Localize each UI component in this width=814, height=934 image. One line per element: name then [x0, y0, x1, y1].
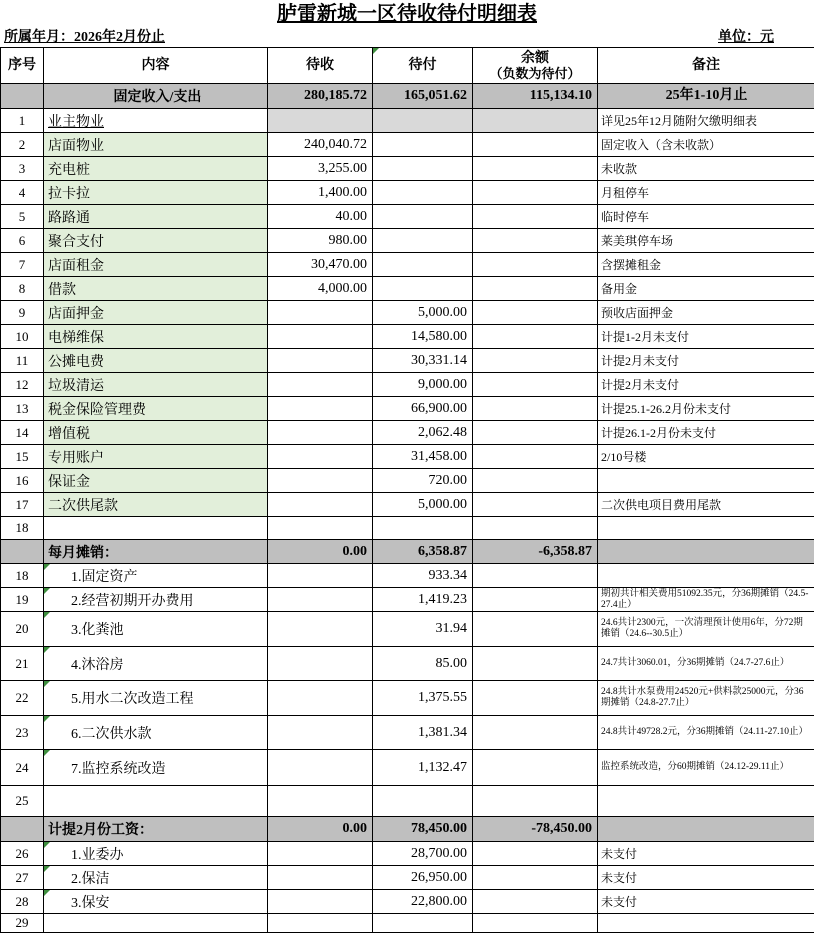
cell-payable[interactable]: 31,458.00 [373, 445, 473, 469]
cell-receivable[interactable] [268, 647, 373, 681]
detail-table [0, 47, 814, 933]
cell-error-indicator-icon [44, 612, 50, 618]
cell-note[interactable] [598, 517, 814, 540]
cell-receivable[interactable] [268, 786, 373, 817]
cell-balance[interactable] [473, 373, 598, 397]
table-row [1, 157, 814, 181]
cell-note[interactable]: 临时停车 [598, 205, 814, 229]
table-row [1, 445, 814, 469]
page-title [0, 0, 814, 28]
cell-balance[interactable] [473, 914, 598, 933]
cell-note[interactable]: 计提26.1-2月份未支付 [598, 421, 814, 445]
section-row [1, 540, 814, 564]
cell-payable[interactable] [373, 133, 473, 157]
cell-payable[interactable] [373, 229, 473, 253]
table-row [1, 866, 814, 890]
cell-content[interactable]: 店面物业 [44, 133, 268, 157]
cell-note[interactable]: 24.8共计49728.2元，分36期摊销（24.11-27.10止） [598, 716, 814, 750]
cell-note[interactable]: 未支付 [598, 842, 814, 866]
cell-payable[interactable]: 1,381.34 [373, 716, 473, 750]
cell-no[interactable]: 13 [1, 397, 44, 421]
cell-content[interactable]: 专用账户 [44, 445, 268, 469]
cell-note[interactable]: 月租停车 [598, 181, 814, 205]
cell-no[interactable]: 21 [1, 647, 44, 681]
cell-balance[interactable] [473, 716, 598, 750]
cell-no[interactable]: 28 [1, 890, 44, 914]
cell-note[interactable]: 未支付 [598, 866, 814, 890]
cell-content[interactable]: 路路通 [44, 205, 268, 229]
cell-content[interactable]: 充电桩 [44, 157, 268, 181]
page-title-text: 胪雷新城一区待收待付明细表 [277, 3, 537, 25]
cell-receivable[interactable]: 3,255.00 [268, 157, 373, 181]
cell-note[interactable] [598, 914, 814, 933]
cell-balance[interactable] [473, 253, 598, 277]
cell-receivable[interactable] [268, 681, 373, 716]
cell-balance[interactable] [473, 133, 598, 157]
section-row [1, 817, 814, 842]
cell-no[interactable]: 2 [1, 133, 44, 157]
cell-balance[interactable] [473, 681, 598, 716]
cell-note[interactable]: 预收店面押金 [598, 301, 814, 325]
info-row [0, 28, 814, 47]
table-row [1, 229, 814, 253]
cell-error-indicator-icon [44, 588, 50, 594]
cell-note[interactable]: 莱美琪停车场 [598, 229, 814, 253]
cell-no[interactable]: 16 [1, 469, 44, 493]
cell-balance[interactable] [473, 612, 598, 647]
cell-no[interactable]: 14 [1, 421, 44, 445]
cell-balance[interactable] [473, 397, 598, 421]
cell-payable[interactable] [373, 157, 473, 181]
cell-payable[interactable]: 933.34 [373, 564, 473, 588]
cell-error-indicator-icon [44, 750, 50, 756]
cell-balance[interactable] [473, 301, 598, 325]
col-header-note[interactable]: 备注 [598, 48, 814, 84]
cell-note[interactable]: 未支付 [598, 890, 814, 914]
cell-balance[interactable] [473, 181, 598, 205]
cell-error-indicator-icon [44, 647, 50, 653]
table-row [1, 349, 814, 373]
cell-note[interactable]: 含摆摊租金 [598, 253, 814, 277]
col-header-payable-label: 待付 [408, 57, 437, 73]
table-row [1, 750, 814, 786]
cell-note[interactable]: 24.8共计水泵费用24520元+供料款25000元，分36期摊销（24.8-27.7止） [598, 681, 814, 716]
cell-receivable[interactable]: 0.00 [268, 540, 373, 564]
cell-error-indicator-icon [44, 842, 50, 848]
cell-no[interactable]: 23 [1, 716, 44, 750]
cell-balance[interactable] [473, 325, 598, 349]
cell-receivable[interactable]: 30,470.00 [268, 253, 373, 277]
table-row [1, 373, 814, 397]
cell-balance[interactable] [473, 277, 598, 301]
cell-receivable[interactable] [268, 890, 373, 914]
cell-note[interactable]: 计提2月未支付 [598, 349, 814, 373]
cell-receivable[interactable] [268, 301, 373, 325]
cell-note[interactable] [598, 540, 814, 564]
col-header-balance-sublabel: （负数为待付） [489, 65, 581, 81]
cell-receivable[interactable] [268, 914, 373, 933]
cell-note[interactable]: 计提1-2月未支付 [598, 325, 814, 349]
cell-payable[interactable]: 165,051.62 [373, 84, 473, 109]
table-row [1, 397, 814, 421]
cell-no[interactable]: 10 [1, 325, 44, 349]
cell-note[interactable] [598, 469, 814, 493]
cell-no[interactable]: 27 [1, 866, 44, 890]
table-row [1, 890, 814, 914]
cell-error-indicator-icon [44, 681, 50, 687]
table-row [1, 716, 814, 750]
table-row [1, 517, 814, 540]
cell-no[interactable]: 15 [1, 445, 44, 469]
cell-payable[interactable]: 31.94 [373, 612, 473, 647]
cell-content[interactable]: 二次供尾款 [44, 493, 268, 517]
cell-balance[interactable] [473, 750, 598, 786]
table-row [1, 253, 814, 277]
cell-content[interactable]: 垃圾清运 [44, 373, 268, 397]
table-body [1, 84, 814, 933]
cell-note[interactable]: 未收款 [598, 157, 814, 181]
cell-receivable[interactable]: 0.00 [268, 817, 373, 842]
cell-content[interactable] [44, 914, 268, 933]
cell-no[interactable]: 9 [1, 301, 44, 325]
cell-no[interactable]: 20 [1, 612, 44, 647]
cell-error-indicator-icon [44, 564, 50, 570]
cell-content[interactable]: 聚合支付 [44, 229, 268, 253]
cell-content[interactable]: 店面租金 [44, 253, 268, 277]
cell-no[interactable]: 17 [1, 493, 44, 517]
cell-receivable[interactable] [268, 716, 373, 750]
cell-content[interactable] [44, 517, 268, 540]
cell-payable[interactable]: 1,132.47 [373, 750, 473, 786]
cell-content[interactable]: 1.固定资产 [44, 564, 268, 588]
cell-no[interactable]: 1 [1, 109, 44, 133]
cell-receivable[interactable] [268, 421, 373, 445]
cell-no[interactable]: 29 [1, 914, 44, 933]
col-header-balance[interactable] [473, 48, 598, 84]
cell-balance[interactable]: -78,450.00 [473, 817, 598, 842]
cell-payable[interactable]: 28,700.00 [373, 842, 473, 866]
cell-receivable[interactable]: 4,000.00 [268, 277, 373, 301]
col-header-payable[interactable] [373, 48, 473, 84]
table-row [1, 133, 814, 157]
cell-content[interactable]: 业主物业 [44, 109, 268, 133]
cell-balance[interactable] [473, 647, 598, 681]
col-header-no[interactable]: 序号 [1, 48, 44, 84]
cell-content[interactable]: 电梯维保 [44, 325, 268, 349]
cell-balance[interactable] [473, 109, 598, 133]
cell-no[interactable]: 6 [1, 229, 44, 253]
table-row [1, 612, 814, 647]
cell-no[interactable]: 8 [1, 277, 44, 301]
cell-receivable[interactable] [268, 866, 373, 890]
cell-note[interactable]: 25年1-10月止 [598, 84, 814, 109]
cell-receivable[interactable] [268, 750, 373, 786]
table-row [1, 588, 814, 612]
cell-error-indicator-icon [373, 48, 379, 54]
cell-receivable[interactable] [268, 517, 373, 540]
table-row [1, 277, 814, 301]
cell-error-indicator-icon [44, 890, 50, 896]
cell-content[interactable]: 6.二次供水款 [44, 716, 268, 750]
cell-note[interactable]: 备用金 [598, 277, 814, 301]
cell-payable[interactable] [373, 517, 473, 540]
col-header-balance-label: 余额 [521, 50, 549, 66]
cell-note[interactable]: 详见25年12月随附欠缴明细表 [598, 109, 814, 133]
cell-payable[interactable]: 14,580.00 [373, 325, 473, 349]
cell-content[interactable]: 公摊电费 [44, 349, 268, 373]
cell-no[interactable]: 4 [1, 181, 44, 205]
cell-no[interactable]: 3 [1, 157, 44, 181]
cell-content[interactable]: 拉卡拉 [44, 181, 268, 205]
cell-receivable[interactable] [268, 588, 373, 612]
cell-payable[interactable] [373, 181, 473, 205]
cell-payable[interactable]: 22,800.00 [373, 890, 473, 914]
cell-balance[interactable] [473, 517, 598, 540]
cell-no[interactable]: 11 [1, 349, 44, 373]
cell-no[interactable]: 19 [1, 588, 44, 612]
cell-payable[interactable]: 720.00 [373, 469, 473, 493]
cell-balance[interactable] [473, 445, 598, 469]
cell-note[interactable] [598, 786, 814, 817]
cell-no[interactable]: 5 [1, 205, 44, 229]
cell-balance[interactable]: 115,134.10 [473, 84, 598, 109]
cell-receivable[interactable]: 40.00 [268, 205, 373, 229]
cell-content[interactable]: 保证金 [44, 469, 268, 493]
cell-content[interactable]: 5.用水二次改造工程 [44, 681, 268, 716]
cell-receivable[interactable]: 1,400.00 [268, 181, 373, 205]
cell-note[interactable]: 计提25.1-26.2月份未支付 [598, 397, 814, 421]
cell-payable[interactable]: 26,950.00 [373, 866, 473, 890]
cell-balance[interactable]: -6,358.87 [473, 540, 598, 564]
cell-no[interactable]: 18 [1, 564, 44, 588]
cell-note[interactable]: 2/10号楼 [598, 445, 814, 469]
cell-error-indicator-icon [44, 716, 50, 722]
cell-receivable[interactable] [268, 612, 373, 647]
cell-balance[interactable] [473, 866, 598, 890]
cell-content[interactable]: 固定收入/支出 [44, 84, 268, 109]
cell-payable[interactable]: 85.00 [373, 647, 473, 681]
cell-payable[interactable] [373, 277, 473, 301]
cell-content[interactable]: 3.化粪池 [44, 612, 268, 647]
table-row [1, 325, 814, 349]
cell-note[interactable]: 期初共计相关费用51092.35元，分36期摊销（24.5-27.4止） [598, 588, 814, 612]
cell-payable[interactable] [373, 253, 473, 277]
cell-payable[interactable] [373, 786, 473, 817]
cell-payable[interactable]: 66,900.00 [373, 397, 473, 421]
cell-content[interactable] [44, 786, 268, 817]
cell-balance[interactable] [473, 229, 598, 253]
table-row [1, 301, 814, 325]
cell-balance[interactable] [473, 842, 598, 866]
cell-note[interactable]: 固定收入（含未收款） [598, 133, 814, 157]
cell-no[interactable]: 18 [1, 517, 44, 540]
col-header-receivable[interactable]: 待收 [268, 48, 373, 84]
cell-balance[interactable] [473, 157, 598, 181]
cell-payable[interactable]: 5,000.00 [373, 493, 473, 517]
table-row [1, 564, 814, 588]
cell-balance[interactable] [473, 890, 598, 914]
cell-no[interactable]: 24 [1, 750, 44, 786]
cell-content[interactable]: 2.保洁 [44, 866, 268, 890]
cell-note[interactable] [598, 564, 814, 588]
cell-no[interactable]: 7 [1, 253, 44, 277]
cell-balance[interactable] [473, 205, 598, 229]
cell-note[interactable]: 二次供电项目费用尾款 [598, 493, 814, 517]
cell-content[interactable]: 税金保险管理费 [44, 397, 268, 421]
cell-no[interactable] [1, 817, 44, 842]
cell-note[interactable]: 24.7共计3060.01，分36期摊销（24.7-27.6止） [598, 647, 814, 681]
table-row [1, 205, 814, 229]
cell-receivable[interactable] [268, 373, 373, 397]
cell-payable[interactable]: 1,419.23 [373, 588, 473, 612]
cell-balance[interactable] [473, 421, 598, 445]
cell-receivable[interactable]: 980.00 [268, 229, 373, 253]
cell-balance[interactable] [473, 469, 598, 493]
cell-content[interactable]: 增值税 [44, 421, 268, 445]
cell-balance[interactable] [473, 588, 598, 612]
cell-content[interactable]: 7.监控系统改造 [44, 750, 268, 786]
cell-balance[interactable] [473, 493, 598, 517]
cell-balance[interactable] [473, 786, 598, 817]
cell-no[interactable] [1, 84, 44, 109]
cell-payable[interactable]: 6,358.87 [373, 540, 473, 564]
cell-note[interactable]: 24.6共计2300元，一次清理预计使用6年，分72期摊销（24.6--30.5止） [598, 612, 814, 647]
table-row [1, 842, 814, 866]
cell-content[interactable]: 每月摊销： [44, 540, 268, 564]
cell-content[interactable]: 借款 [44, 277, 268, 301]
cell-receivable[interactable] [268, 564, 373, 588]
cell-receivable[interactable]: 240,040.72 [268, 133, 373, 157]
cell-receivable[interactable] [268, 397, 373, 421]
table-row [1, 914, 814, 933]
cell-payable[interactable]: 78,450.00 [373, 817, 473, 842]
cell-payable[interactable]: 30,331.14 [373, 349, 473, 373]
cell-receivable[interactable] [268, 493, 373, 517]
cell-payable[interactable]: 5,000.00 [373, 301, 473, 325]
table-row [1, 681, 814, 716]
cell-content[interactable]: 4.沐浴房 [44, 647, 268, 681]
table-row [1, 786, 814, 817]
cell-receivable[interactable] [268, 109, 373, 133]
cell-no[interactable]: 12 [1, 373, 44, 397]
cell-payable[interactable] [373, 914, 473, 933]
cell-no[interactable]: 26 [1, 842, 44, 866]
cell-note[interactable]: 计提2月未支付 [598, 373, 814, 397]
cell-content[interactable]: 3.保安 [44, 890, 268, 914]
cell-error-indicator-icon [44, 866, 50, 872]
cell-payable[interactable]: 9,000.00 [373, 373, 473, 397]
table-row [1, 421, 814, 445]
cell-balance[interactable] [473, 564, 598, 588]
table-row [1, 647, 814, 681]
table-row [1, 181, 814, 205]
cell-content[interactable]: 店面押金 [44, 301, 268, 325]
cell-content[interactable]: 2.经营初期开办费用 [44, 588, 268, 612]
header-row [1, 48, 814, 84]
cell-balance[interactable] [473, 349, 598, 373]
cell-receivable[interactable] [268, 445, 373, 469]
cell-receivable[interactable] [268, 325, 373, 349]
table-row [1, 493, 814, 517]
cell-payable[interactable]: 1,375.55 [373, 681, 473, 716]
cell-no[interactable]: 25 [1, 786, 44, 817]
cell-content[interactable]: 1.业委办 [44, 842, 268, 866]
cell-no[interactable] [1, 540, 44, 564]
unit-label: 单位：元 [718, 30, 774, 45]
section-row [1, 84, 814, 109]
cell-payable[interactable] [373, 109, 473, 133]
cell-payable[interactable]: 2,062.48 [373, 421, 473, 445]
cell-no[interactable]: 22 [1, 681, 44, 716]
col-header-content[interactable]: 内容 [44, 48, 268, 84]
cell-note[interactable] [598, 817, 814, 842]
cell-payable[interactable] [373, 205, 473, 229]
cell-receivable[interactable] [268, 349, 373, 373]
cell-content[interactable]: 计提2月份工资： [44, 817, 268, 842]
cell-receivable[interactable] [268, 469, 373, 493]
table-row [1, 109, 814, 133]
cell-note[interactable]: 监控系统改造，分60期摊销（24.12-29.11止） [598, 750, 814, 786]
cell-receivable[interactable]: 280,185.72 [268, 84, 373, 109]
period-label: 所属年月：2026年2月份止 [4, 30, 165, 45]
cell-receivable[interactable] [268, 842, 373, 866]
table-row [1, 469, 814, 493]
